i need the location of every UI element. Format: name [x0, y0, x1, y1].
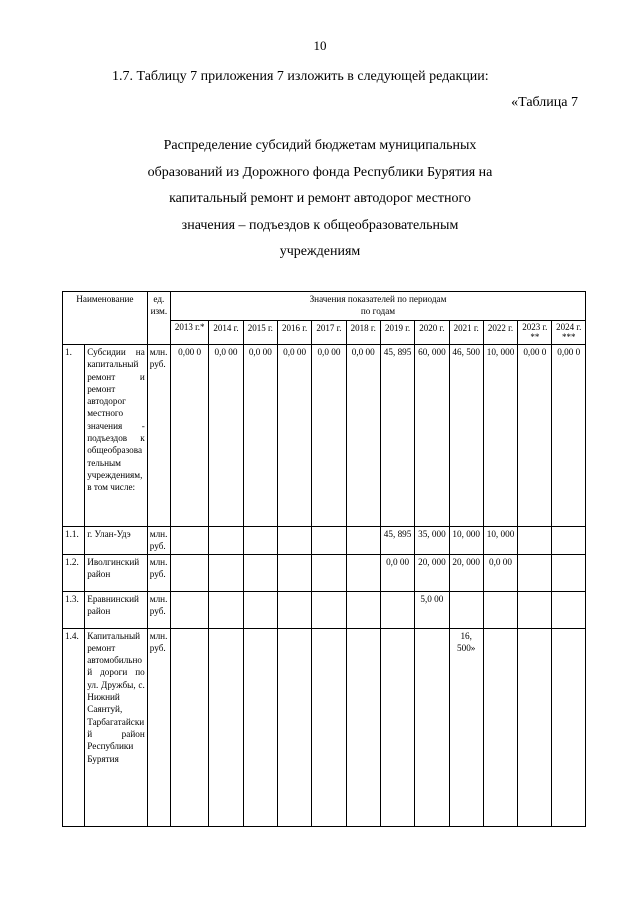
- value-cell: 0,0 00: [483, 554, 517, 591]
- value-cell: 0,0 00: [243, 345, 277, 527]
- row-index: 1.2.: [63, 554, 85, 591]
- value-cell: [346, 527, 380, 555]
- value-cell: [277, 628, 311, 826]
- row-unit: млн. руб.: [147, 345, 170, 527]
- year-header-cell: 2020 г.: [415, 321, 449, 345]
- value-cell: 0,0 00: [209, 345, 243, 527]
- value-cell: [346, 591, 380, 628]
- value-cell: 20, 000: [449, 554, 483, 591]
- header-unit: ед. изм.: [147, 292, 170, 345]
- row-unit: млн. руб.: [147, 591, 170, 628]
- year-header-cell: 2022 г.: [483, 321, 517, 345]
- table-reference: «Таблица 7: [511, 95, 578, 110]
- table-row: [63, 628, 586, 826]
- value-cell: 0,00 0: [552, 345, 586, 527]
- value-cell: 45, 895: [380, 527, 414, 555]
- row-index: 1.4.: [63, 628, 85, 826]
- value-cell: [552, 554, 586, 591]
- title-line: учреждениям: [279, 244, 361, 259]
- value-cell: [312, 628, 346, 826]
- header-values-title: Значения показателей по периодам: [309, 294, 447, 304]
- row-index: 1.1.: [63, 527, 85, 555]
- title-line: образований из Дорожного фонда Республики Бурятия на: [147, 164, 493, 180]
- year-header-cell: 2018 г.: [346, 321, 380, 345]
- value-cell: [243, 554, 277, 591]
- value-cell: [483, 591, 517, 628]
- row-name: г. Улан-Удэ: [85, 527, 148, 555]
- value-cell: [209, 554, 243, 591]
- value-cell: 10, 000: [483, 527, 517, 555]
- row-index: 1.3.: [63, 591, 85, 628]
- value-cell: 0,0 00: [380, 554, 414, 591]
- row-unit: млн. руб.: [147, 527, 170, 555]
- value-cell: 45, 895: [380, 345, 414, 527]
- value-cell: 10, 000: [483, 345, 517, 527]
- row-unit: млн. руб.: [147, 554, 170, 591]
- value-cell: [277, 554, 311, 591]
- value-cell: [518, 628, 552, 826]
- table-row: [63, 527, 586, 555]
- value-cell: [552, 527, 586, 555]
- value-cell: 5,0 00: [415, 591, 449, 628]
- value-cell: [312, 527, 346, 555]
- table-title: [120, 133, 520, 266]
- value-cell: 35, 000: [415, 527, 449, 555]
- year-header-cell: 2016 г.: [277, 321, 311, 345]
- value-cell: [518, 591, 552, 628]
- value-cell: [483, 628, 517, 826]
- header-name: Наименование: [63, 292, 148, 345]
- value-cell: [518, 527, 552, 555]
- header-values: [170, 292, 585, 321]
- row-name: Капитальный ремонт автомобильной дороги по ул. Дружбы, с. Нижний Саянтуй, Тарбагатайский район Республики Бурятия: [85, 628, 148, 826]
- row-index: 1.: [63, 345, 85, 527]
- year-header-cell: 2019 г.: [380, 321, 414, 345]
- value-cell: [243, 591, 277, 628]
- intro-text: 1.7. Таблицу 7 приложения 7 изложить в следующей редакции:: [112, 69, 489, 84]
- value-cell: 0,00 0: [518, 345, 552, 527]
- value-cell: [243, 527, 277, 555]
- value-cell: 0,0 00: [277, 345, 311, 527]
- value-cell: 16, 500»: [449, 628, 483, 826]
- value-cell: 46, 500: [449, 345, 483, 527]
- year-header-cell: 2023 г. **: [518, 321, 552, 345]
- value-cell: [209, 628, 243, 826]
- value-cell: 0,00 0: [170, 345, 208, 527]
- value-cell: [380, 591, 414, 628]
- value-cell: [312, 591, 346, 628]
- value-cell: [170, 554, 208, 591]
- year-header-cell: 2017 г.: [312, 321, 346, 345]
- value-cell: [170, 527, 208, 555]
- subsidy-table: [62, 291, 586, 827]
- title-line: капитальный ремонт и ремонт автодорог местного: [169, 191, 471, 206]
- table-row: [63, 345, 586, 527]
- value-cell: [209, 527, 243, 555]
- value-cell: [380, 628, 414, 826]
- title-line: Распределение субсидий бюджетам муниципальных: [163, 138, 477, 153]
- table-row: [63, 554, 586, 591]
- value-cell: 10, 000: [449, 527, 483, 555]
- value-cell: [209, 591, 243, 628]
- value-cell: [277, 527, 311, 555]
- value-cell: [346, 554, 380, 591]
- value-cell: 0,0 00: [346, 345, 380, 527]
- value-cell: [449, 591, 483, 628]
- value-cell: [277, 591, 311, 628]
- value-cell: [518, 554, 552, 591]
- year-header-cell: 2024 г. ***: [552, 321, 586, 345]
- value-cell: [552, 628, 586, 826]
- value-cell: 0,0 00: [312, 345, 346, 527]
- title-line: значения – подъездов к общеобразовательным: [181, 217, 459, 233]
- value-cell: 20, 000: [415, 554, 449, 591]
- page-number: 10: [313, 38, 327, 53]
- value-cell: [415, 628, 449, 826]
- value-cell: [346, 628, 380, 826]
- value-cell: [170, 591, 208, 628]
- table-row: [63, 591, 586, 628]
- value-cell: [243, 628, 277, 826]
- value-cell: [552, 591, 586, 628]
- year-header-cell: 2021 г.: [449, 321, 483, 345]
- row-name: Еравнинский район: [85, 591, 148, 628]
- row-name: Иволгинский район: [85, 554, 148, 591]
- row-unit: млн. руб.: [147, 628, 170, 826]
- header-values-subtitle: по годам: [360, 306, 396, 317]
- year-header-cell: 2015 г.: [243, 321, 277, 345]
- row-name: Субсидии на капитальный ремонт и ремонт автодорог местного значения - подъездов к общеобразовательным учреждениям, в том числе:: [85, 345, 148, 527]
- value-cell: [170, 628, 208, 826]
- year-header-cell: 2013 г.*: [170, 321, 208, 345]
- year-header-cell: 2014 г.: [209, 321, 243, 345]
- value-cell: 60, 000: [415, 345, 449, 527]
- value-cell: [312, 554, 346, 591]
